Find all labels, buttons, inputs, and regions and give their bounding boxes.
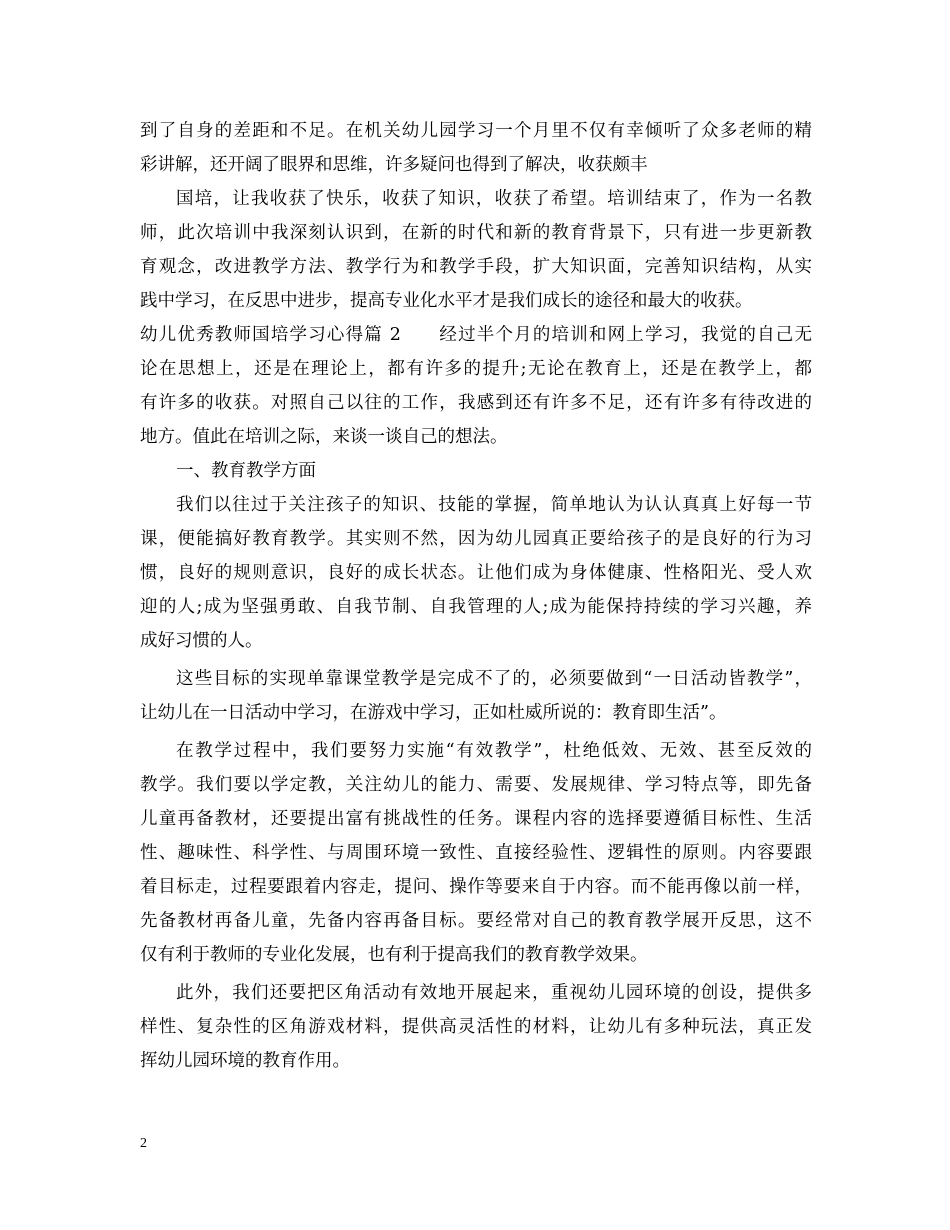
subsection-heading: 一、教育教学方面 [176, 461, 316, 481]
text-line: 成好习惯的人。 [140, 631, 263, 651]
text-line: 惯，良好的规则意识，良好的成长状态。让他们成为身体健康、性格阳光、受人欢 [140, 563, 812, 583]
text-line: 教学。我们要以学定教，关注幼儿的能力、需要、发展规律、学习特点等，即先备 [140, 775, 812, 795]
text-line: 先备教材再备儿童，先备内容再备目标。要经常对自己的教育教学展开反思，这不 [140, 911, 812, 931]
paragraph-start-line: 国培，让我收获了快乐，收获了知识，收获了希望。培训结束了，作为一名教 [176, 189, 812, 209]
text-line: 到了自身的差距和不足。在机关幼儿园学习一个月里不仅有幸倾听了众多老师的精 [140, 121, 812, 141]
text-line: 儿童再备教材，还要提出富有挑战性的任务。课程内容的选择要遵循目标性、生活 [140, 809, 812, 829]
text-line: 仅有利于教师的专业化发展，也有利于提高我们的教育教学效果。 [140, 945, 648, 965]
text-line: 育观念，改进教学方法、教学行为和教学手段，扩大知识面，完善知识结构，从实 [140, 257, 812, 277]
text-line: 有许多的收获。对照自己以往的工作，我感到还有许多不足，还有许多有待改进的 [140, 393, 812, 413]
text-line: 让幼儿在一日活动中学习，在游戏中学习，正如杜威所说的：教育即生活”。 [140, 703, 727, 723]
text-line: 着目标走，过程要跟着内容走，提问、操作等要来自于内容。而不能再像以前一样， [140, 877, 812, 897]
body-text [140, 114, 812, 1078]
text-line: 论在思想上，还是在理论上，都有许多的提升;无论在教育上，还是在教学上，都 [140, 359, 812, 379]
paragraph-start-line: 这些目标的实现单靠课堂教学是完成不了的，必须要做到“一日活动皆教学”， [176, 669, 812, 689]
text-line: 践中学习，在反思中进步，提高专业化水平才是我们成长的途径和最大的收获。 [140, 291, 753, 311]
page-number: 2 [140, 1136, 147, 1151]
paragraph-start-line: 此外，我们还要把区角活动有效地开展起来，重视幼儿园环境的创设，提供多 [176, 983, 812, 1003]
text-line: 迎的人;成为坚强勇敢、自我节制、自我管理的人;成为能保持持续的学习兴趣，养 [140, 597, 812, 617]
paragraph-start-line: 我们以往过于关注孩子的知识、技能的掌握，简单地认为认认真真上好每一节 [176, 495, 812, 515]
text-line: 样性、复杂性的区角游戏材料，提供高灵活性的材料，让幼儿有多种玩法，真正发 [140, 1017, 812, 1037]
text-line: 师，此次培训中我深刻认识到，在新的时代和新的教育背景下，只有进一步更新教 [140, 223, 812, 243]
text-line: 挥幼儿园环境的教育作用。 [140, 1051, 350, 1071]
section-heading-line: 幼儿优秀教师国培学习心得篇 2 经过半个月的培训和网上学习，我觉的自己无 [140, 325, 812, 345]
text-line: 课，便能搞好教育教学。其实则不然，因为幼儿园真正要给孩子的是良好的行为习 [140, 529, 812, 549]
text-line: 彩讲解，还开阔了眼界和思维，许多疑问也得到了解决，收获颇丰 [140, 155, 648, 175]
text-line: 性、趣味性、科学性、与周围环境一致性、直接经验性、逻辑性的原则。内容要跟 [140, 843, 812, 863]
text-line: 地方。值此在培训之际，来谈一谈自己的想法。 [140, 427, 508, 447]
paragraph-start-line: 在教学过程中，我们要努力实施“有效教学”，杜绝低效、无效、甚至反效的 [176, 741, 812, 761]
